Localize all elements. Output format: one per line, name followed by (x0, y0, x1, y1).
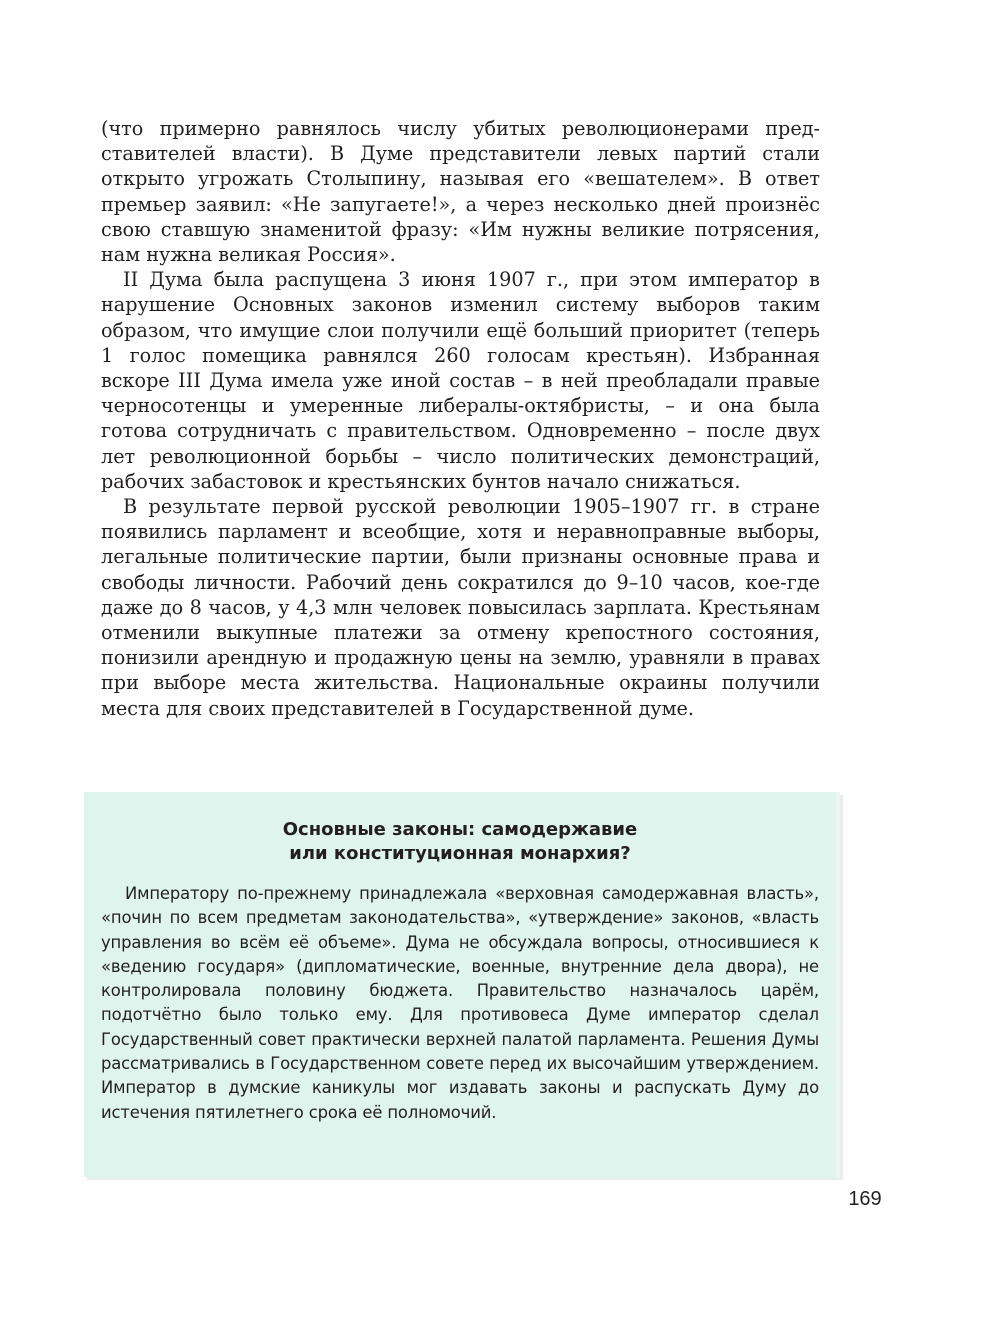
page-number: 169 (848, 1188, 882, 1210)
sidebar-title (84, 818, 836, 866)
paragraph-2: II Дума была распущена 3 июня 1907 г., при этом император в нарушение Основных законов изменил систему выборов таким образом, что имущие слои получили ещё больший приоритет (теперь 1 голос помещика равнялся 260 голосам крестьян). Избранная вскоре III Дума имела уже иной состав – в ней преобладали правые черносотенцы и умеренные либералы-октябристы, – и она была готова сотрудничать с правительством. Одновременно – после двух лет революционной борьбы – число политических демонстраций, рабочих забастовок и крестьянских бунтов начало снижаться. (101, 268, 820, 493)
sidebar-title-line-2: или конституционная монархия? (289, 843, 631, 864)
paragraph-1: (что примерно равнялось числу убитых революционерами представителей власти). В Думе представители левых партий стали открыто угрожать Столыпину, называя его «вешателем». В ответ премьер заявил: «Не запугаете!», а через несколько дней произнёс свою ставшую знаменитой фразу: «Им нужны великие потрясения, нам нужна великая Россия». (101, 117, 820, 267)
sidebar-body: Императору по-прежнему принадлежала «верховная самодержавная власть», «почин по всем предметам законодательства», «утверждение» законов, «власть управления во всём её объеме». Дума не обсуждала вопросы, относившиеся к «ведению государя» (дипломатические, военные, внутренние дела двора), не контролировала половину бюджета. Правительство назначалось царём, подотчётно было только ему. Для противовеса Думе император сделал Государственный совет практически верхней палатой парламента. Решения Думы рассматривались в Государственном совете перед их высочайшим утверждением. Император в думские каникулы мог издавать законы и распускать Думу до истечения пятилетнего срока её полномочий. (101, 884, 819, 1122)
main-text-column (101, 116, 820, 721)
sidebar-box (84, 792, 840, 1177)
sidebar-title-line-1: Основные законы: самодержавие (282, 819, 638, 840)
paragraph-3: В результате первой русской революции 1905–1907 гг. в стране появились парламент и всеобщие, хотя и неравноправные выборы, легальные политические партии, были признаны основные права и свободы личности. Рабочий день сократился до 9–10 часов, кое-где даже до 8 часов, у 4,3 млн человек повысилась зарплата. Крестьянам отменили выкупные платежи за отмену крепостного состояния, понизили арендную и продажную цены на землю, уравняли в правах при выборе места жительства. Национальные окраины получили места для своих представителей в Государственной думе. (101, 495, 820, 720)
